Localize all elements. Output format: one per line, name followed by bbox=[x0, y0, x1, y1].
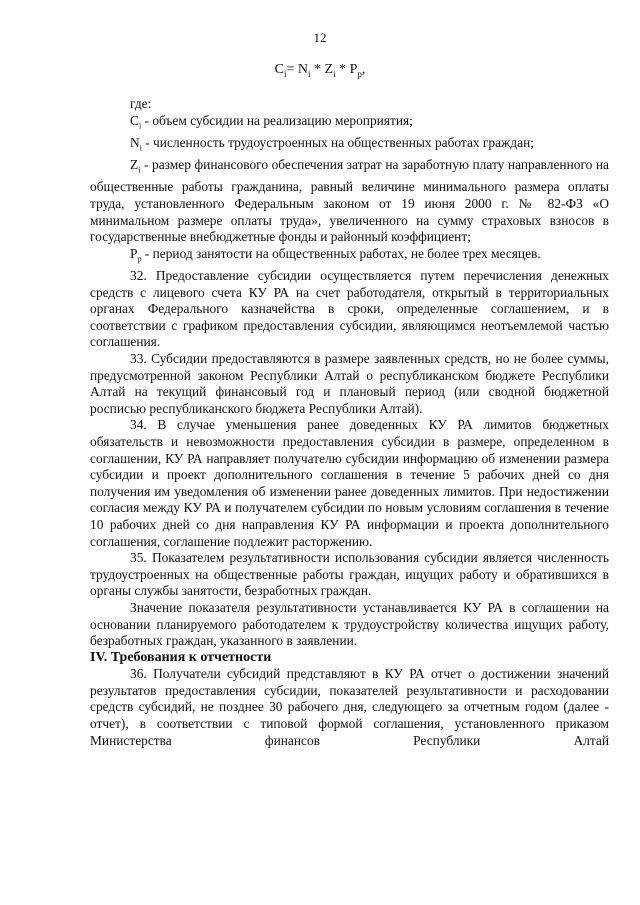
def-z-symbol: Z bbox=[130, 157, 139, 173]
paragraph-36: 36. Получатели субсидий представляют в КУ РА отчет о достижении значений результатов предоставления субсидии, показателей результативности и расходовании средств субсидий, не позднее 30 рабочего дня, следующего за отчетным годом (далее - отчет), в соответствии с типовой формой соглашения, установленного приказом Министерства финансов Республики Алтай bbox=[90, 666, 609, 748]
def-c-sub: i bbox=[138, 121, 142, 131]
paragraph-32: 32. Предоставление субсидии осуществляется путем перечисления денежных средств с лицевого счета КУ РА на счет работодателя, открытый в территориальных органах Федерального казначейства в сроки, определенные соглашением, и в соответствии с графиком предоставления субсидии, являющимся неотъемлемой частью соглашения. bbox=[90, 268, 609, 350]
formula-c-sub: i bbox=[283, 68, 287, 79]
def-p-symbol: P bbox=[130, 245, 138, 261]
formula-n-sub: i bbox=[307, 68, 311, 79]
def-n-text: - численность трудоустроенных на общественных работах граждан; bbox=[141, 134, 534, 150]
def-c-text: - объем субсидии на реализацию мероприятия; bbox=[141, 112, 413, 128]
def-c-symbol: C bbox=[130, 112, 139, 128]
formula-z-sub: i bbox=[333, 68, 336, 79]
formula-p: * P bbox=[335, 62, 358, 77]
document-body bbox=[90, 96, 609, 749]
section-heading: IV. Требования к отчетности bbox=[90, 649, 272, 665]
def-n bbox=[90, 135, 609, 157]
def-p-text: - период занятости на общественных работах, не более трех месяцев. bbox=[141, 245, 541, 261]
paragraph-35: 35. Показателем результативности использования субсидии является численность трудоустроенных на общественные работы граждан, ищущих работу и обратившихся в органы службы занятости, безработных граждан. bbox=[90, 550, 609, 599]
where-label: где: bbox=[130, 96, 152, 111]
formula-p-sub: p bbox=[357, 68, 362, 79]
def-c bbox=[90, 113, 609, 135]
formula-c: C bbox=[274, 62, 284, 77]
def-z bbox=[90, 157, 609, 246]
formula-z: * Z bbox=[310, 62, 334, 77]
def-z-sub: i bbox=[138, 165, 141, 175]
formula-eq-n: = N bbox=[286, 62, 308, 77]
subsidy-formula bbox=[0, 62, 640, 79]
formula-tail: , bbox=[361, 62, 366, 77]
paragraph-35-value: Значение показателя результативности устанавливается КУ РА в соглашении на основании планируемого работодателем к трудоустройству количества ищущих работу, безработных граждан, указанного в заявлении. bbox=[90, 599, 609, 649]
paragraph-34: 34. В случае уменьшения ранее доведенных КУ РА лимитов бюджетных обязательств и невозможности предоставления субсидии в размере, определенном в соглашении, КУ РА направляет получателю субсидии информацию об изменении размера субсидии и проект дополнительного соглашения в течение 5 рабочих дней со дня получения им уведомления об изменении ранее доведенных лимитов. При недостижении согласия между КУ РА и получателем субсидии по новым условиям соглашения в течение 10 рабочих дней со дня направления КУ РА информации и проекта дополнительного соглашения, соглашение подлежит расторжению. bbox=[90, 417, 609, 549]
page-number: 12 bbox=[313, 30, 327, 45]
paragraph-33: 33. Субсидии предоставляются в размере заявленных средств, но не более суммы, предусмотренной законом Республики Алтай о республиканском бюджете Республики Алтай на текущий финансовый год и плановый период (или сводной бюджетной росписью республиканского бюджета Республики Алтай). bbox=[90, 351, 609, 416]
def-z-text: - размер финансового обеспечения затрат на заработную плату направленного на общественные работы гражданина, равный величине минимального размера оплаты труда, установленного Федеральным законом от 19 июня 2000 г. № 82-ФЗ «О минимальном размере оплаты труда», увеличенного на сумму страховых взносов в государственные внебюджетные фонды и районный коэффициент; bbox=[90, 157, 609, 245]
def-n-symbol: N bbox=[130, 134, 140, 150]
def-p-sub: p bbox=[137, 254, 142, 264]
def-p bbox=[90, 246, 609, 268]
def-n-sub: i bbox=[139, 143, 142, 153]
